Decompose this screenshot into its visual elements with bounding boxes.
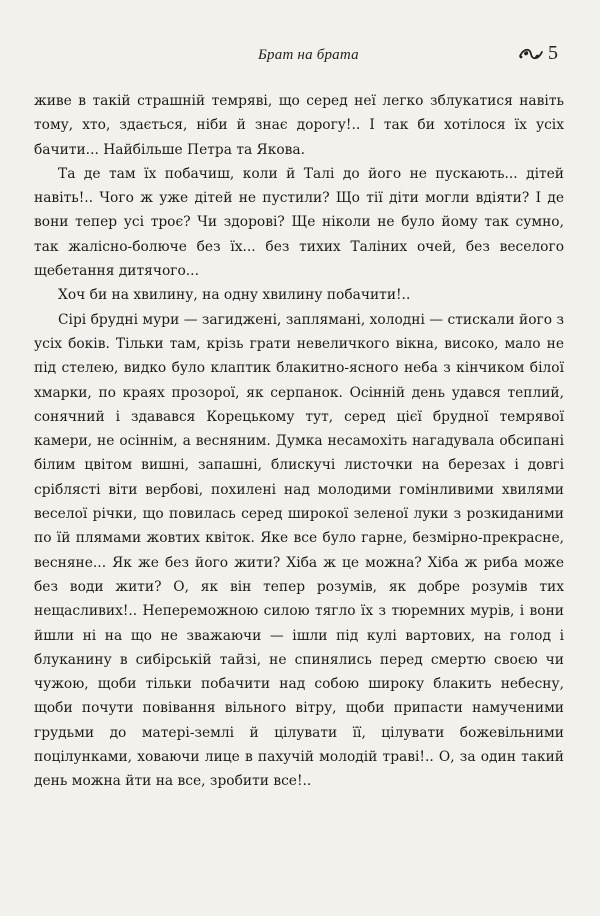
- paragraph-4: Сірі брудні мури — загиджені, заплямані, холодні — стискали його з усіх боків. Тільки там, крізь грати невеличкого вікна, високо, мало не під стелею, видко було клаптик блакитно-ясного неба з кінчиком білої хмарки, по краях прозорої, як серпанок. Осінній день удався теплий, сонячний і здавався Корецькому тут, серед цієї брудної темрявої камери, не осіннім, а весняним. Думка несамохіть нагадувала обсипані білим цвітом вишні, запашні, блискучі листочки на березах і довгі сріблясті віти вербові, похилені над молодими гомінливими хвилями веселої річки, що повилась серед широкої зеленої луки з розкиданими по їй плямами жовтих квіток. Яке все було гарне, безмірно-прекрасне, весняне... Як же без його жити? Хіба ж це можна? Хіба ж риба може без води жити? О, як він тепер розумів, як добре розумів тих нещасливих!.. Непереможною силою тягло їх з тюремних мурів, і вони йшли ні на що не зважаючи — ішли під кулі вартових, на голод і блуканину в сибірській тайзі, не спинялись перед смертю своєю чи чужою, щоби тільки побачити над собою широку блакить небесну, щоби почути повівання вільного вітру, щоби припасти намученими грудьми до матері-землі й цілувати її, цілувати божевільними поцілунками, ховаючи лице в пахучій молодій траві!.. О, за один такий день можна йти на все, зробити все!..: [34, 311, 564, 790]
- paragraph-2: Та де там їх побачиш, коли й Талі до його не пускають... дітей навіть!.. Чого ж уже дітей не пустили? Що тії діти могли вдіяти? І де вони тепер усі троє? Чи здорові? Ще ніколи не було йому так сумно, так жалісно-болюче без їх... без тихих Таліних очей, без веселого щебетання дитячого...: [34, 165, 564, 280]
- page-number: 5: [548, 42, 558, 64]
- paragraph-3: Хоч би на хвилину, на одну хвилину побачити!..: [58, 287, 411, 304]
- running-header: [0, 40, 600, 70]
- body-text: [34, 89, 564, 794]
- fleuron-icon: [518, 44, 544, 64]
- running-title: Брат на брата: [258, 47, 359, 63]
- paragraph-1: живе в такій страшній темряві, що серед неї легко зблукатися навіть тому, хто, здається, ніби й знає дорогу!.. І так би хотілося їх усіх бачити... Найбільше Петра та Якова.: [34, 93, 564, 158]
